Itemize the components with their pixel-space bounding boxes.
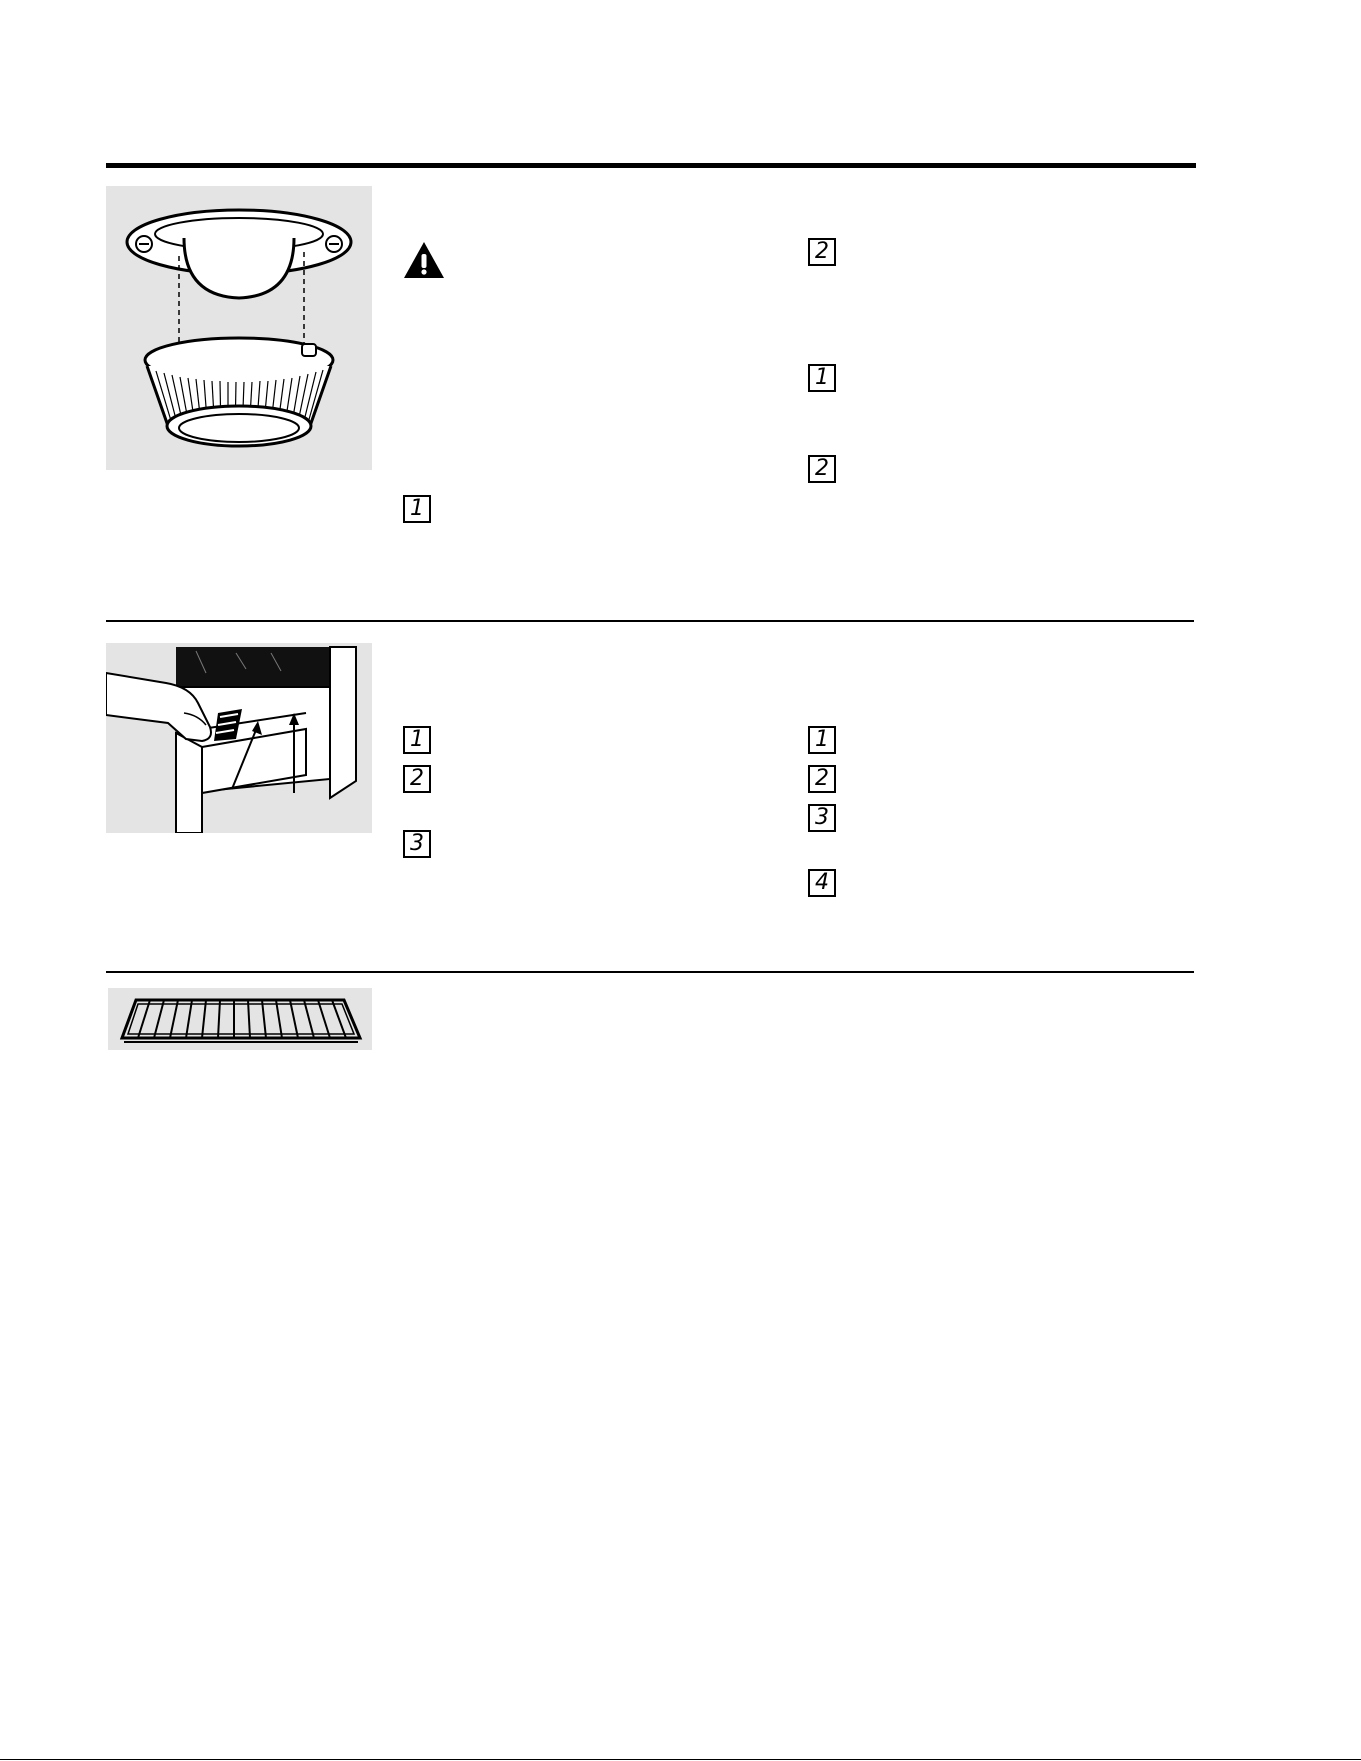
oven-rack-illustration (108, 988, 372, 1050)
step-number-box: 1 (808, 726, 836, 754)
drawer-removal-illustration (106, 643, 372, 833)
rack-drawing (108, 988, 372, 1050)
step-number-box: 1 (808, 364, 836, 392)
top-rule (106, 163, 1196, 168)
step-number-box: 2 (403, 765, 431, 793)
section-divider (106, 620, 1194, 622)
step-number-box: 2 (808, 238, 836, 266)
warning-triangle-icon (402, 240, 446, 280)
light-cover-illustration (106, 186, 372, 470)
drawer-drawing (106, 643, 372, 833)
step-number-box: 3 (808, 804, 836, 832)
step-number-box: 2 (808, 765, 836, 793)
step-number-box: 1 (403, 495, 431, 523)
step-number-box: 4 (808, 869, 836, 897)
step-number-box: 3 (403, 830, 431, 858)
step-number-box: 1 (403, 726, 431, 754)
step-number-box: 2 (808, 455, 836, 483)
light-cover-drawing (106, 186, 372, 470)
section-divider (106, 971, 1194, 973)
page-bottom-edge (0, 1759, 1361, 1760)
